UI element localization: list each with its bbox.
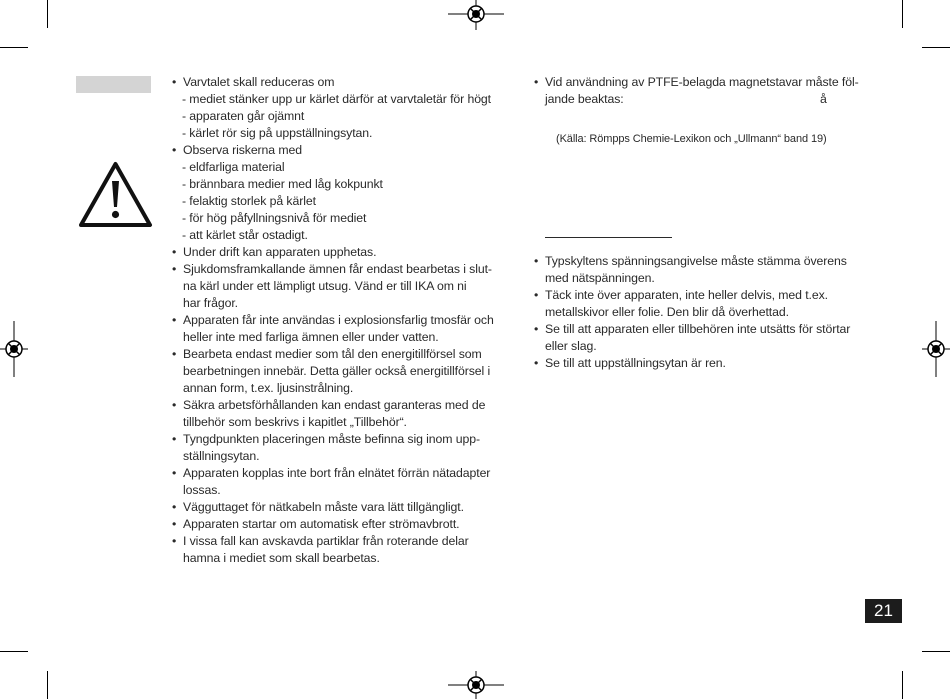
text-line: • Under drift kan apparaten upphetas. <box>183 245 377 259</box>
text-line: - mediet stänker upp ur kärlet därför at varvtaletär för högt <box>182 92 491 106</box>
text-line: har frågor. <box>183 296 238 310</box>
crop-mark <box>47 0 48 28</box>
text-line: - felaktig storlek på kärlet <box>182 194 316 208</box>
registration-mark-icon <box>448 671 504 699</box>
bullet-list <box>533 253 873 372</box>
text-line: - kärlet rör sig på uppställningsytan. <box>182 126 373 140</box>
text-line: lossas. <box>183 483 221 497</box>
section-tab <box>76 76 151 93</box>
text-line: • Vägguttaget för nätkabeln måste vara lätt tillgängligt. <box>183 500 464 514</box>
registration-mark-icon <box>0 321 28 377</box>
list-item <box>171 346 521 397</box>
text-line: • I vissa fall kan avskavda partiklar från roterande delar <box>183 534 469 548</box>
sub-item <box>171 176 521 193</box>
text-line: na kärl under ett lämpligt utsug. Vänd er till IKA om ni <box>183 279 467 293</box>
sub-item <box>171 227 521 244</box>
list-item <box>533 321 873 355</box>
text-line: • Säkra arbetsförhållanden kan endast garanteras med de <box>183 398 486 412</box>
text-line: - för hög påfyllningsnivå för mediet <box>182 211 367 225</box>
text-line: • Vid användning av PTFE-belagda magnetstavar måste föl- <box>545 75 859 89</box>
text-line: jande beaktas: <box>545 92 624 106</box>
text-line: - att kärlet står ostadigt. <box>182 228 308 242</box>
text-line: • Sjukdomsframkallande ämnen får endast bearbetas i slut- <box>183 262 492 276</box>
text-line: • Typskyltens spänningsangivelse måste stämma överens <box>545 254 847 268</box>
sub-item <box>171 210 521 227</box>
text-line: - apparaten går ojämnt <box>182 109 305 123</box>
list-item <box>171 516 521 533</box>
list-item <box>171 431 521 465</box>
sub-item <box>171 159 521 176</box>
text-line: • Täck inte över apparaten, inte heller delvis, med t.ex. <box>545 288 828 302</box>
list-item <box>171 397 521 431</box>
stray-character: å <box>820 92 827 106</box>
list-item <box>171 499 521 516</box>
left-column <box>171 74 521 567</box>
text-line: tillbehör som beskrivs i kapitlet „Tillbehör“. <box>183 415 407 429</box>
sub-item <box>171 108 521 125</box>
crop-mark <box>922 47 950 48</box>
list-item <box>533 355 873 372</box>
crop-mark <box>922 651 950 652</box>
text-line: annan form, t.ex. ljusinstrålning. <box>183 381 354 395</box>
text-line: • Apparaten får inte användas i explosionsfarlig tmosfär och <box>183 313 494 327</box>
text-line: • Apparaten startar om automatisk efter strömavbrott. <box>183 517 460 531</box>
list-item <box>171 533 521 567</box>
text-line: • Bearbeta endast medier som tål den energitillförsel som <box>183 347 482 361</box>
text-line: • Tyngdpunkten placeringen måste befinna sig inom upp- <box>183 432 480 446</box>
list-item <box>171 465 521 499</box>
list-item <box>171 261 521 312</box>
registration-mark-icon <box>448 0 504 30</box>
list-item <box>171 244 521 261</box>
list-item <box>171 74 521 91</box>
text-line: • Se till att uppställningsytan är ren. <box>545 356 726 370</box>
sub-item <box>171 91 521 108</box>
text-line: heller inte med farliga ämnen eller under vatten. <box>183 330 439 344</box>
registration-mark-icon <box>922 321 950 377</box>
text-line: med nätspänningen. <box>545 271 655 285</box>
crop-mark <box>902 0 903 28</box>
text-line: • Apparaten kopplas inte bort från elnätet förrän nätadapter <box>183 466 491 480</box>
crop-mark <box>0 651 28 652</box>
list-item <box>533 287 873 321</box>
list-item <box>171 142 521 159</box>
right-column <box>533 74 873 372</box>
page-number: 21 <box>865 599 902 623</box>
crop-mark <box>0 47 28 48</box>
crop-mark <box>902 671 903 699</box>
source-block <box>533 108 873 210</box>
text-line: metallskivor eller folie. Den blir då överhettad. <box>545 305 789 319</box>
text-line: bearbetningen innebär. Detta gäller också energitillförsel i <box>183 364 491 378</box>
text-line: ställningsytan. <box>183 449 260 463</box>
list-item <box>533 253 873 287</box>
crop-mark <box>47 671 48 699</box>
text-line: - brännbara medier med låg kokpunkt <box>182 177 383 191</box>
text-line: - eldfarliga material <box>182 160 285 174</box>
text-line: • Observa riskerna med <box>183 143 302 157</box>
warning-triangle-icon <box>77 160 154 229</box>
list-item <box>171 312 521 346</box>
text-line: eller slag. <box>545 339 597 353</box>
sub-item <box>171 125 521 142</box>
sub-item <box>171 193 521 210</box>
source-note: (Källa: Römpps Chemie-Lexikon och „Ullmann“ band 19) <box>556 133 827 145</box>
text-line: • Se till att apparaten eller tillbehören inte utsätts för störtar <box>545 322 851 336</box>
text-line: hamna i mediet som skall bearbetas. <box>183 551 380 565</box>
text-line: • Varvtalet skall reduceras om <box>183 75 335 89</box>
